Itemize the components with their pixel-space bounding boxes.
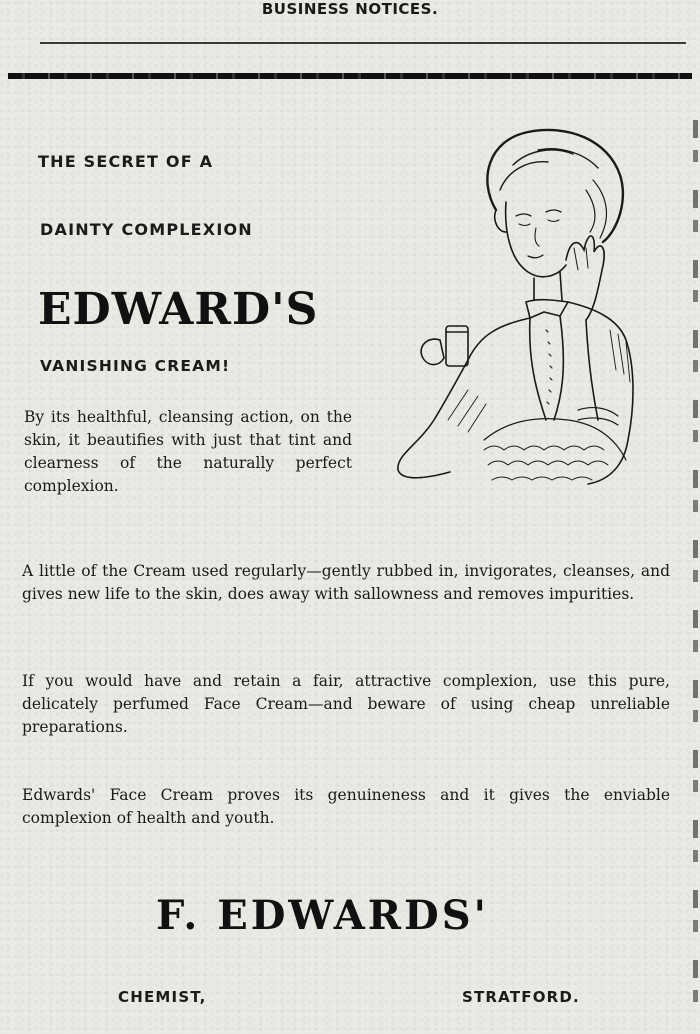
body-paragraph-2: If you would have and retain a fair, attractive complexion, use this pure, delicately perfumed Face Cream—and beware of using cheap unreliable preparations.: [22, 672, 670, 736]
tagline-line-2: DAINTY COMPLEXION: [40, 220, 253, 239]
body-paragraph-3: Edwards' Face Cream proves its genuineness and it gives the enviable complexion of health and youth.: [22, 786, 670, 827]
seller-trade: CHEMIST,: [118, 988, 207, 1006]
section-divider: [8, 73, 692, 79]
tagline-line-1: THE SECRET OF A: [38, 152, 214, 171]
header-rule: [40, 42, 686, 44]
section-title: BUSINESS NOTICES.: [261, 0, 439, 18]
seller-name: F. EDWARDS': [156, 892, 489, 939]
product-name: VANISHING CREAM!: [40, 357, 231, 375]
woman-with-cream-illustration: [388, 120, 648, 500]
seller-town: STRATFORD.: [462, 988, 580, 1006]
intro-paragraph: By its healthful, cleansing action, on the skin, it beautifies with just that tint and clearness of the naturally perfect complexion.: [24, 408, 352, 495]
brand-name: EDWARD'S: [38, 284, 319, 335]
page-edge-border: [693, 120, 698, 1020]
body-paragraph-1: A little of the Cream used regularly—gently rubbed in, invigorates, cleanses, and gives new life to the skin, does away with sallowness and removes impurities.: [22, 562, 670, 603]
